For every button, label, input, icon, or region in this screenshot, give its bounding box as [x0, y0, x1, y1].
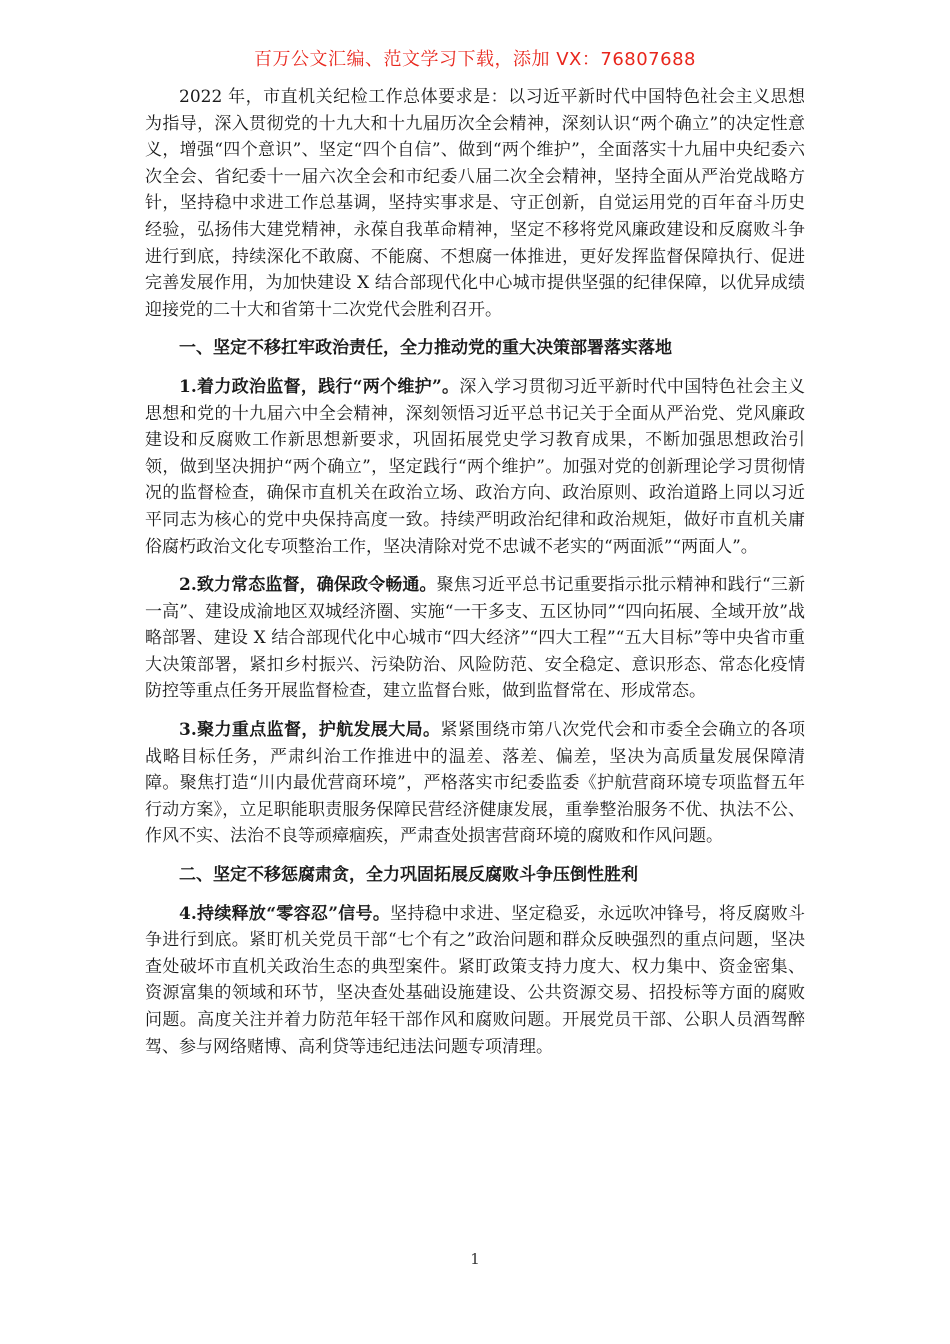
document-body — [145, 84, 805, 1072]
item-2-paragraph — [145, 572, 805, 705]
item-4-body: 坚持稳中求进、坚定稳妥，永远吹冲锋号，将反腐败斗争进行到底。紧盯机关党员干部“七个有之”政治问题和群众反映强烈的重点问题，坚决查处破坏市直机关政治生态的典型案件。紧盯政策支持力度大、权力集中、资金密集、资源富集的领域和环节，坚决查处基础设施建设、公共资源交易、招投标等方面的腐败问题。高度关注并着力防范年轻干部作风和腐败问题。开展党员干部、公职人员酒驾醉驾、参与网络赌博、高利贷等违纪违法问题专项清理。 — [145, 903, 805, 1057]
item-1-paragraph — [145, 374, 805, 560]
item-3-paragraph — [145, 717, 805, 850]
item-4-paragraph — [145, 901, 805, 1061]
watermark-banner: 百万公文汇编、范文学习下载，添加 VX：76807688 — [254, 49, 696, 70]
item-1-body: 深入学习贯彻习近平新时代中国特色社会主义思想和党的十九届六中全会精神，深刻领悟习近平总书记关于全面从严治党、党风廉政建设和反腐败工作新思想新要求，巩固拓展党史学习教育成果，不断加强思想政治引领，做到坚决拥护“两个确立”，坚定践行“两个维护”。加强对党的创新理论学习贯彻情况的监督检查，确保市直机关在政治立场、政治方向、政治原则、政治道路上同以习近平同志为核心的党中央保持高度一致。持续严明政治纪律和政治规矩，做好市直机关庸俗腐朽政治文化专项整治工作，坚决清除对党不忠诚不老实的“两面派”“两面人”。 — [145, 376, 805, 557]
page-number: 1 — [470, 1250, 480, 1268]
item-3-body: 紧紧围绕市第八次党代会和市委全会确立的各项战略目标任务，严肃纠治工作推进中的温差、落差、偏差，坚决为高质量发展保障清障。聚焦打造“川内最优营商环境”，严格落实市纪委监委《护航营商环境专项监督五年行动方案》，立足职能职责服务保障民营经济健康发展，重拳整治服务不优、执法不公、作风不实、法治不良等顽瘴痼疾，严肃查处损害营商环境的腐败和作风问题。 — [145, 720, 806, 847]
item-2-lead: 2.致力常态监督，确保政令畅通。 — [179, 575, 437, 596]
item-3-lead: 3.聚力重点监督，护航发展大局。 — [179, 720, 441, 741]
item-2-body: 聚焦习近平总书记重要指示批示精神和践行“三新一高”、建设成渝地区双城经济圈、实施“一干多支、五区协同”“四向拓展、全域开放”战略部署、建设 X 结合部现代化中心城市“四大经济”“四大工程”“五大目标”等中央省市重大决策部署，紧扣乡村振兴、污染防治、风险防范、安全稳定、意识形态、常态化疫情防控等重点任务开展监督检查，建立监督台账，做到监督常在、形成常态。 — [145, 575, 805, 702]
section-2-heading: 二、坚定不移惩腐肃贪，全力巩固拓展反腐败斗争压倒性胜利 — [179, 865, 638, 886]
item-4-lead: 4.持续释放“零容忍”信号。 — [179, 903, 391, 924]
section-1-heading: 一、坚定不移扛牢政治责任，全力推动党的重大决策部署落实落地 — [179, 338, 672, 359]
intro-paragraph: 2022 年，市直机关纪检工作总体要求是：以习近平新时代中国特色社会主义思想为指导，深入贯彻党的十九大和十九届历次全会精神，深刻认识“两个确立”的决定性意义，增强“四个意识”、坚定“四个自信”、做到“两个维护”，全面落实十九届中央纪委六次全会、省纪委十一届六次全会和市纪委八届二次全会精神，坚持全面从严治党战略方针，坚持稳中求进工作总基调，坚持实事求是、守正创新，自觉运用党的百年奋斗历史经验，弘扬伟大建党精神，永葆自我革命精神，坚定不移将党风廉政建设和反腐败斗争进行到底，持续深化不敢腐、不能腐、不想腐一体推进，更好发挥监督保障执行、促进完善发展作用，为加快建设 X 结合部现代化中心城市提供坚强的纪律保障，以优异成绩迎接党的二十大和省第十二次党代会胜利召开。 — [145, 87, 805, 320]
item-1-lead: 1.着力政治监督，践行“两个维护”。 — [179, 376, 460, 397]
